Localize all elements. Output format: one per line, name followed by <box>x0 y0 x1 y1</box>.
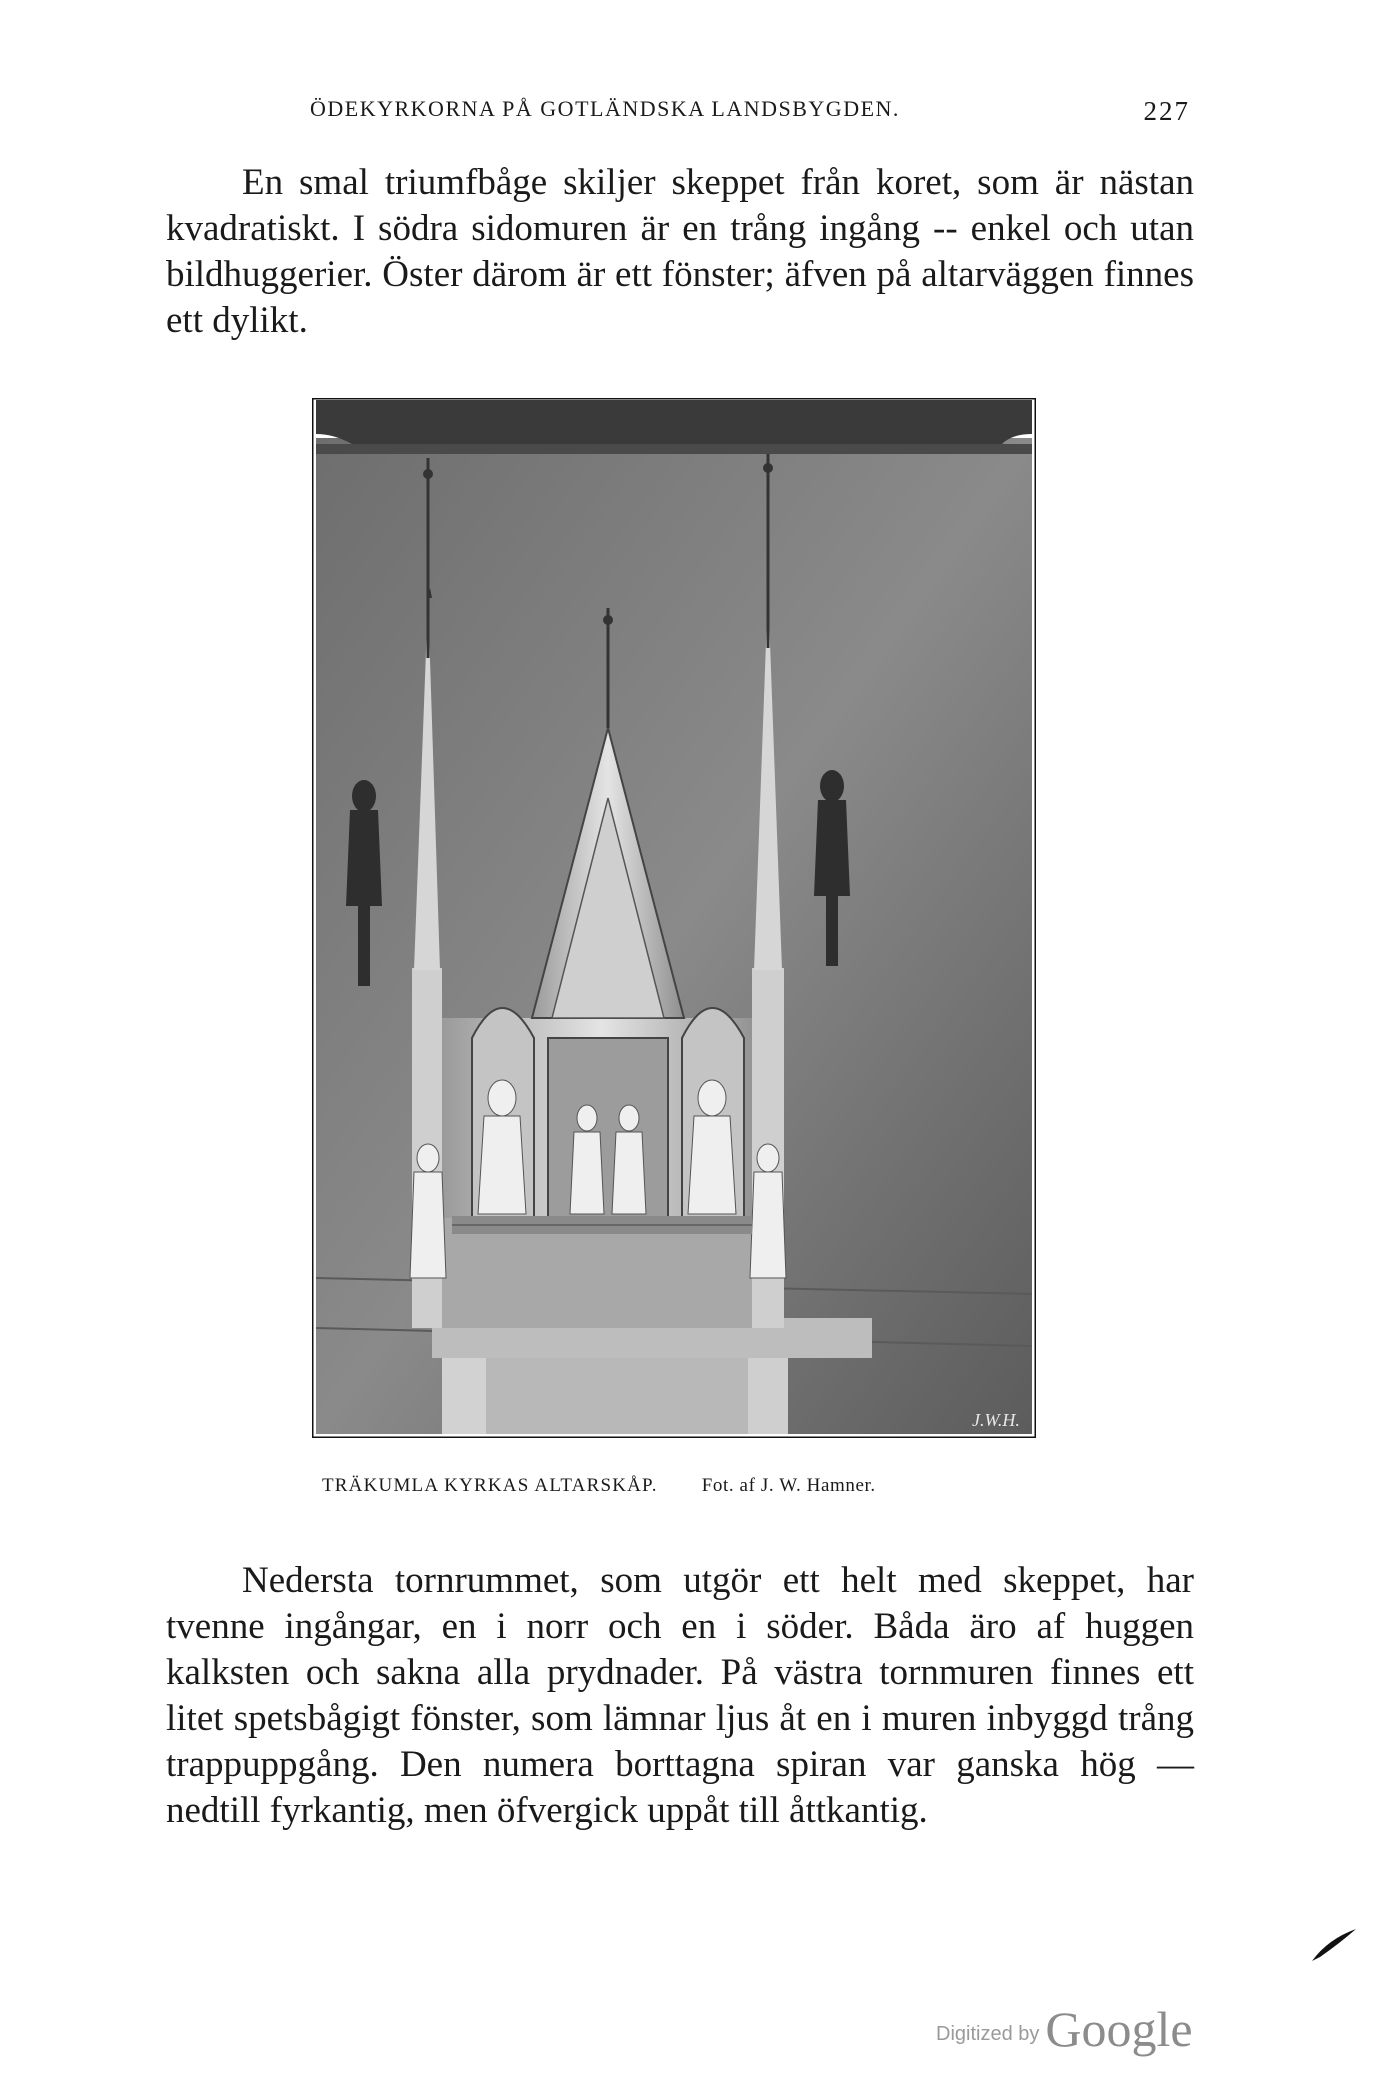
google-brand: Google <box>1045 2001 1193 2057</box>
digitized-by-google <box>936 2000 1193 2058</box>
paragraph-2-text: Nedersta tornrummet, som utgör ett helt med skeppet, har tvenne ingångar, en i norr och en i söder. Båda äro af huggen kalksten och sakna alla prydnader. På västra tornmuren finnes ett litet spetsbågigt fönster, som lämnar ljus åt en i muren inbyggd trång trappuppgång. Den numera borttagna spiran var ganska hög — nedtill fyrkantig, men öfvergick uppåt till åttkantig. <box>166 1560 1194 1831</box>
paragraph-1-text: En smal triumfbåge skiljer skeppet från koret, som är nästan kvadratiskt. I södra sidomuren är en trång ingång -- enkel och utan bildhuggerier. Öster därom är ett fönster; äfven på altarväggen finnes ett dylikt. <box>166 162 1194 341</box>
photo-monogram: J.W.H. <box>972 1410 1020 1430</box>
paragraph-2 <box>166 1558 1194 1834</box>
paragraph-1 <box>166 160 1194 344</box>
figure-caption <box>322 1475 1082 1497</box>
altarpiece-photograph <box>312 398 1036 1438</box>
digitized-label: Digitized by <box>936 2023 1040 2045</box>
page-number: 227 <box>1143 96 1190 126</box>
running-head-title: ÖDEKYRKORNA PÅ GOTLÄNDSKA LANDSBYGDEN. <box>310 96 900 121</box>
pen-stroke-mark <box>1310 1925 1360 1965</box>
caption-title: TRÄKUMLA KYRKAS ALTARSKÅP. <box>322 1475 658 1496</box>
photo-credit: Fot. af J. W. Hamner. <box>701 1475 876 1496</box>
